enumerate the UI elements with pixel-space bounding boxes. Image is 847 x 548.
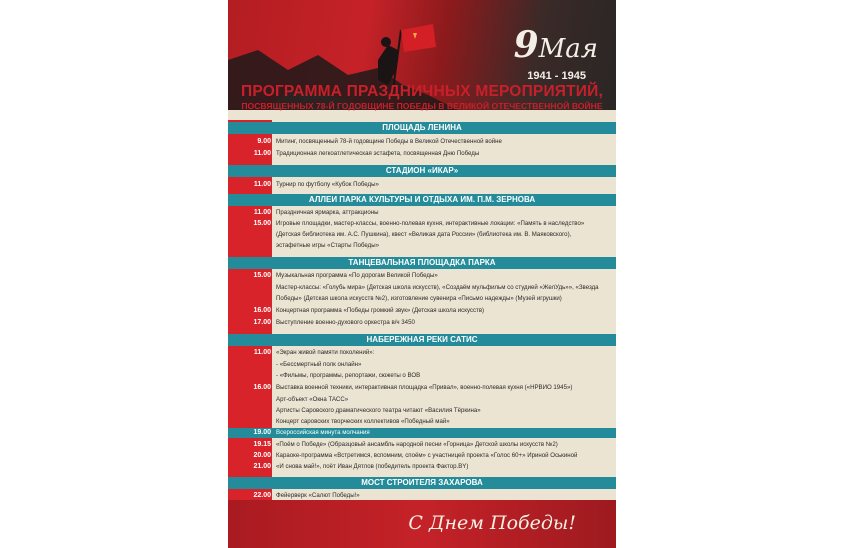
- event-text: Фейерверк «Салют Победы!»: [276, 492, 360, 499]
- event-time: 16.00: [253, 307, 271, 314]
- event-text: Музыкальная программа «По дорогам Великой Победы»: [276, 272, 438, 279]
- event-text: Артисты Саровского драматического театра читают «Василия Тёркина»: [276, 407, 481, 414]
- event-text: Мастер-классы: «Голубь мира» (Детская школа искусств), «Создаём мульфильм со студией «ЖелУдь»», «Звезда: [276, 284, 599, 291]
- event-text: Митинг, посвященный 78-й годовщине Победы в Великой Отечественной войне: [276, 138, 502, 145]
- event-text: Игровые площадки, мастер-классы, военно-полевая кухня, интерактивные локации: «Память в наследство»: [276, 220, 585, 227]
- event-text: Традиционная легкоатлетическая эстафета, посвященная Дню Победы: [276, 150, 480, 157]
- event-time: 20.00: [253, 452, 271, 459]
- date-heading: [514, 24, 598, 66]
- event-text: Арт-объект «Окна ТАСС»: [276, 396, 349, 403]
- event-time: 21.00: [253, 463, 271, 470]
- minute-of-silence-bar: [228, 428, 616, 438]
- event-text: - «Фильмы, программы, репортажи, сюжеты о ВОВ: [276, 372, 421, 379]
- victory-greeting: С Днем Победы!: [408, 512, 576, 534]
- section-header-dance-floor: ТАНЦЕВАЛЬНАЯ ПЛОЩАДКА ПАРКА: [228, 257, 616, 269]
- event-time: 9.00: [257, 138, 271, 145]
- event-text: Концерт саровских творческих коллективов «Победный май»: [276, 418, 450, 425]
- event-text: «И снова май!», поёт Иван Дятлов (победитель проекта Фактор.BY): [276, 463, 469, 470]
- event-text: эстафетные игры «Старты Победы»: [276, 242, 379, 249]
- event-text: «Поём о Победе» (Образцовый ансамбль народной песни «Горница» Детской школы искусств №2): [276, 441, 558, 448]
- event-text: Концертная программа «Победы громкий звук» (Детская школа искусств): [276, 307, 485, 314]
- event-time: 19.00: [253, 429, 271, 436]
- event-text: Выступление военно-духового оркестра в/ч 3450: [276, 319, 415, 326]
- event-poster: [228, 0, 616, 548]
- date-number: 9: [513, 24, 539, 66]
- event-text: Праздничная ярмарка, аттракционы: [276, 209, 379, 216]
- section-header-stadium: СТАДИОН «ИКАР»: [228, 165, 616, 177]
- section-header-lenin-square: ПЛОЩАДЬ ЛЕНИНА: [228, 122, 616, 134]
- section-header-park-alleys: АЛЛЕИ ПАРКА КУЛЬТУРЫ И ОТДЫХА ИМ. П.М. ЗЕРНОВА: [228, 194, 616, 206]
- war-years: 1941 - 1945: [527, 70, 586, 82]
- program-subtitle: ПОСВЯЩЕННЫХ 78-Й ГОДОВЩИНЕ ПОБЕДЫ В ВЕЛИКОЙ ОТЕЧЕСТВЕННОЙ ВОЙНЕ: [241, 101, 603, 111]
- event-time: 11.00: [253, 209, 271, 216]
- event-time: 17.00: [253, 319, 271, 326]
- event-time: 11.00: [253, 150, 271, 157]
- date-word: Мая: [538, 34, 598, 64]
- event-time: 11.00: [253, 181, 271, 188]
- event-text: Победы» (Детская школа искусств №2), изготовление сувенира «Письмо надежды» (Музей игрушки): [276, 295, 562, 302]
- event-text: Караоке-программа «Встретимся, вспомним, споём» с участницей проекта «Голос 60+» Ириной Оськиной: [276, 452, 578, 459]
- section-header-zakharov-bridge: МОСТ СТРОИТЕЛЯ ЗАХАРОВА: [228, 477, 616, 489]
- event-time: 16.00: [253, 384, 271, 391]
- event-text: Всероссийская минута молчания: [276, 429, 370, 436]
- event-text: - «Бессмертный полк онлайн»: [276, 361, 362, 368]
- event-text: (Детская библиотека им. А.С. Пушкина), квест «Великая дата России» (библиотека им. В. Маяковского),: [276, 231, 572, 238]
- event-time: 11.00: [253, 349, 271, 356]
- program-title: ПРОГРАММА ПРАЗДНИЧНЫХ МЕРОПРИЯТИЙ,: [241, 83, 603, 100]
- event-time: 22.00: [253, 492, 271, 499]
- section-header-satis-embankment: НАБЕРЕЖНАЯ РЕКИ САТИС: [228, 334, 616, 346]
- event-time: 15.00: [253, 272, 271, 279]
- event-time: 19.15: [253, 441, 271, 448]
- event-time: 15.00: [253, 220, 271, 227]
- event-text: Выставка военной техники, интерактивная площадка «Привал», военно-полевая кухня («НРВИО 1945»): [276, 384, 573, 391]
- event-text: Турнир по футболу «Кубок Победы»: [276, 181, 379, 188]
- event-text: «Экран живой памяти поколений»:: [276, 349, 375, 356]
